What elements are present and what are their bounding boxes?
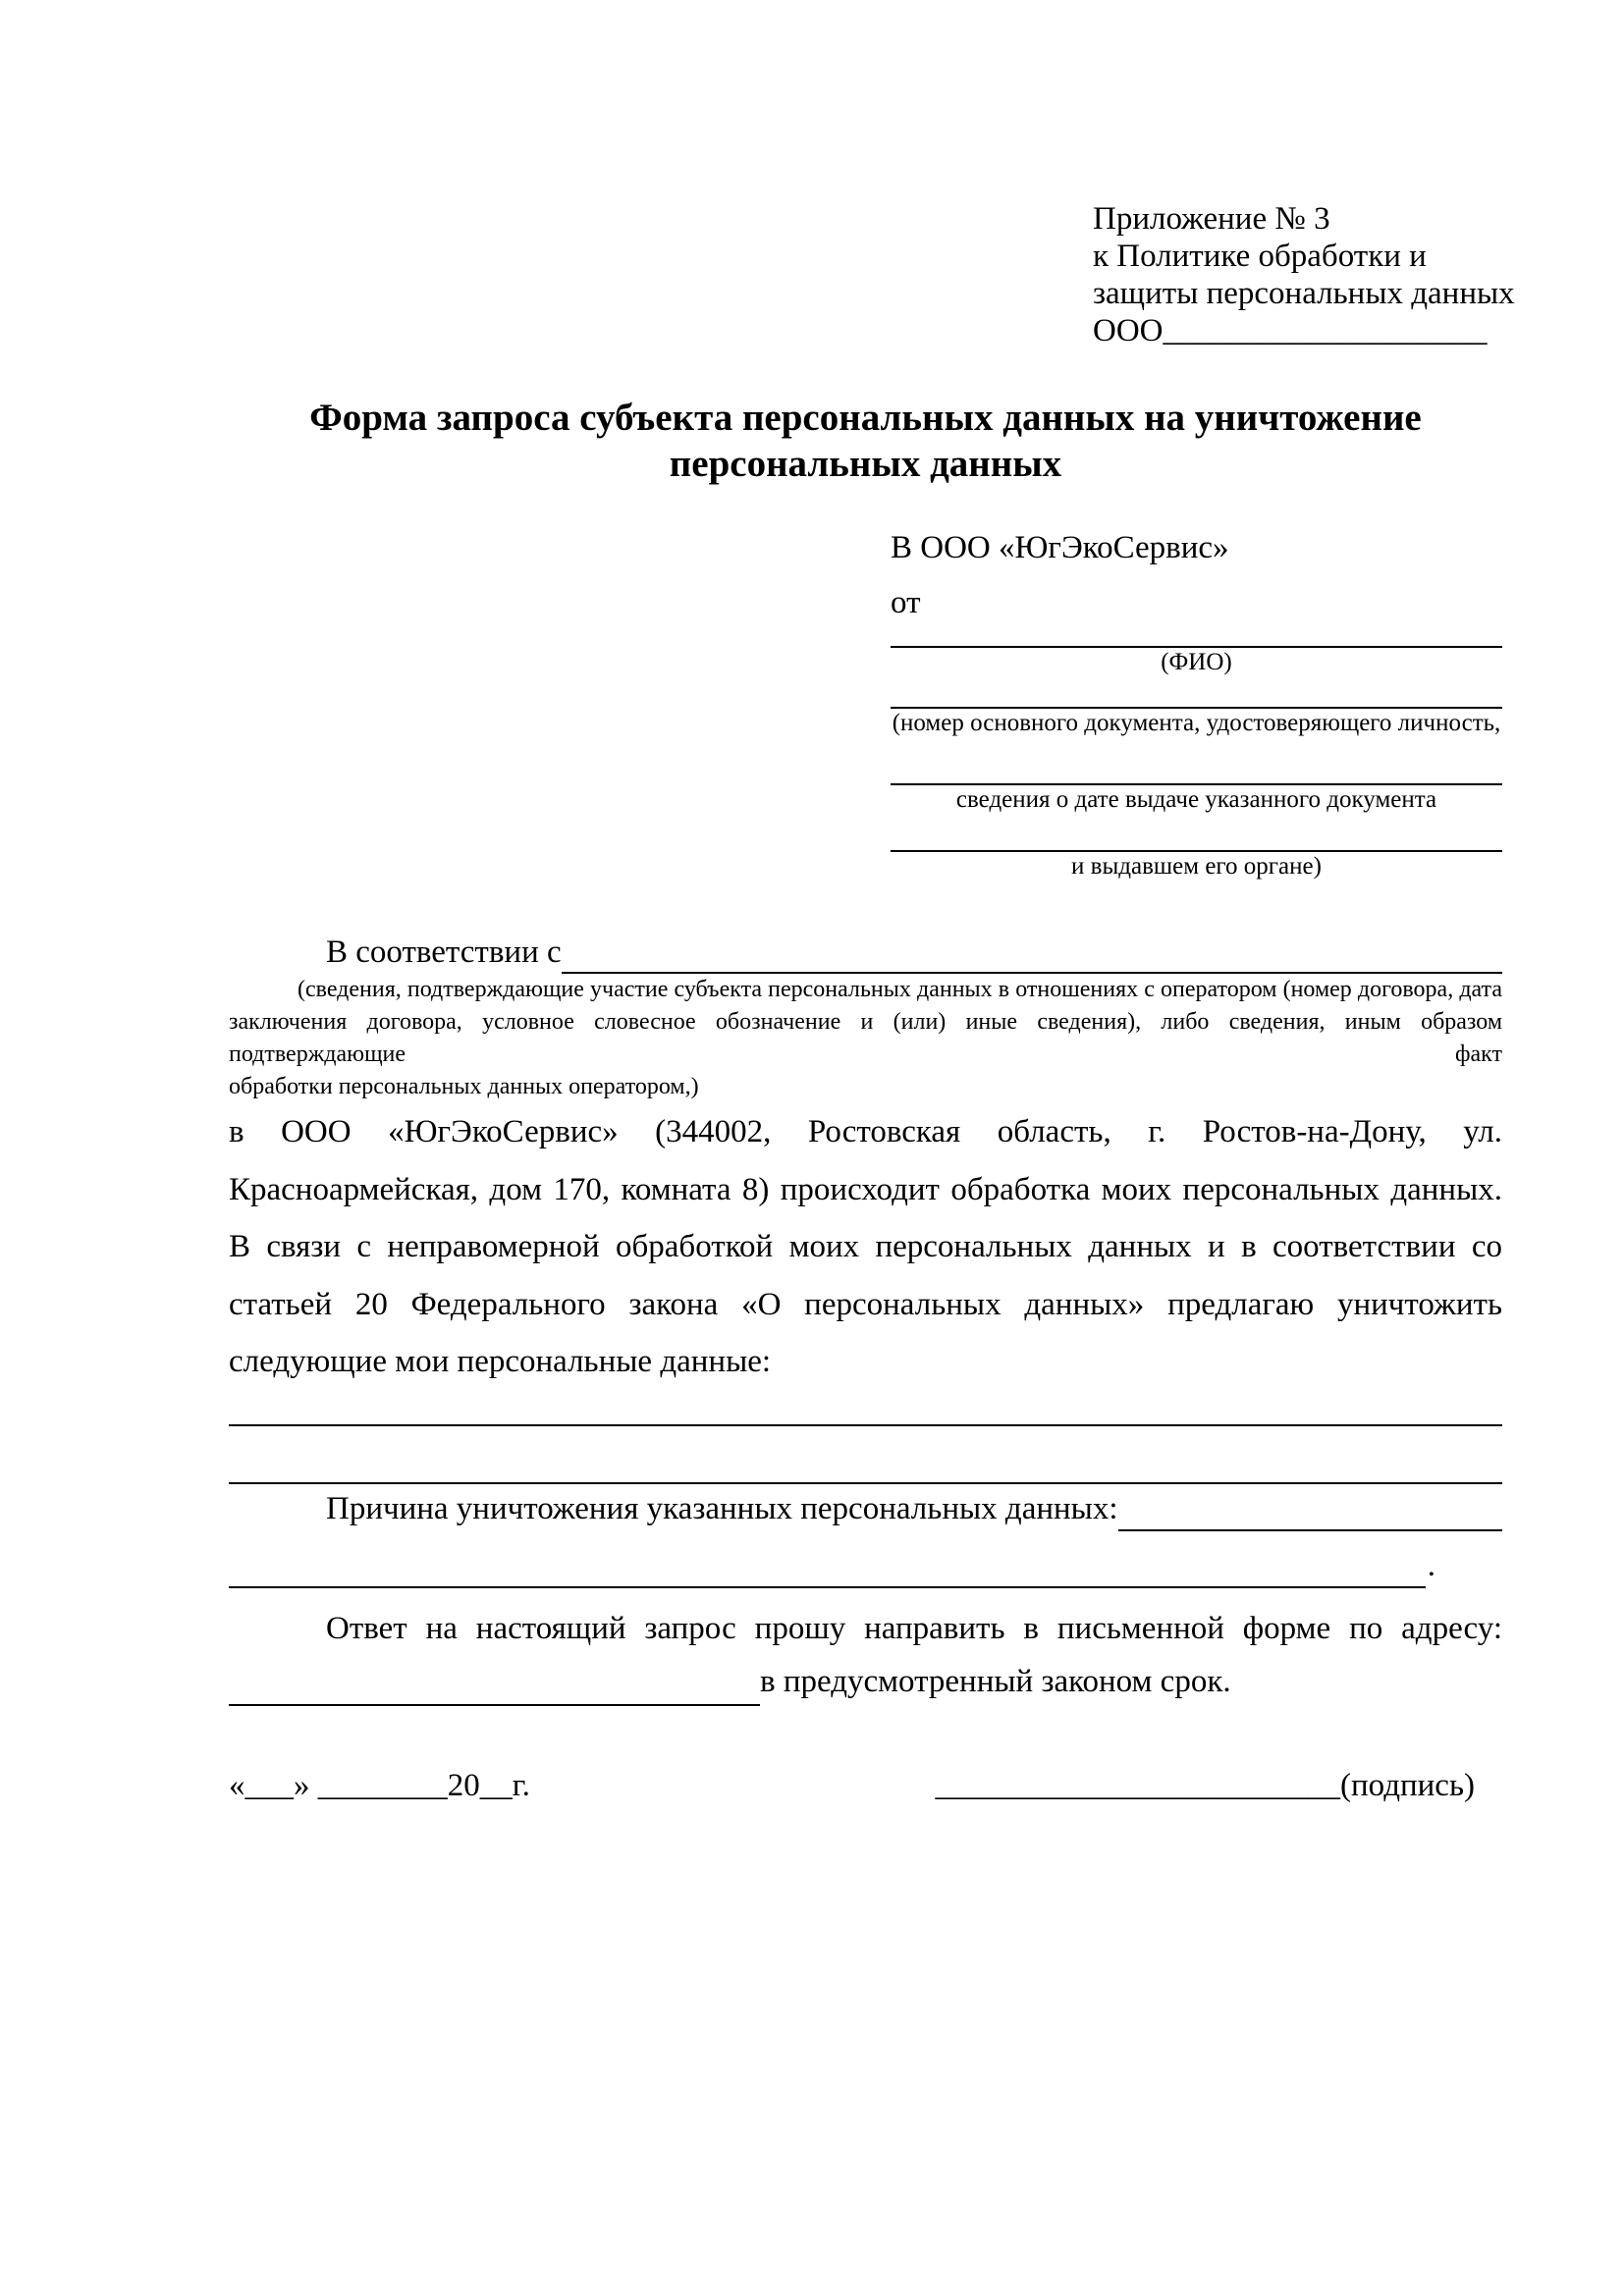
fill-line-issue-date (891, 756, 1502, 785)
note-line-3: обработки персональных данных оператором,) (229, 1074, 699, 1099)
appendix-header (1093, 200, 1515, 349)
main-line-2: Красноармейская, дом 170, комната 8) происходит обработка моих персональных данных. (229, 1171, 1502, 1207)
line-end-period: . (1427, 1547, 1435, 1583)
fill-line-fio (891, 630, 1502, 648)
response-line-1: Ответ на настоящий запрос прошу направить в письменной форме по адресу: (326, 1610, 1502, 1646)
fill-line-document-number (891, 679, 1502, 709)
accordance-note (229, 974, 1502, 1103)
fill-line-reason-2 (229, 1543, 1426, 1588)
addressee-block (891, 520, 1502, 881)
fill-line-address (229, 1657, 760, 1706)
main-paragraph (229, 1103, 1502, 1391)
main-line-1: в ООО «ЮгЭкоСервис» (344002, Ростовская область, г. Ростов-на-Дону, ул. (229, 1114, 1502, 1149)
main-line-5: следующие мои персональные данные: (229, 1344, 772, 1379)
addressee-to: В ООО «ЮгЭкоСервис» (891, 530, 1229, 565)
appendix-line-1: Приложение № 3 (1093, 201, 1330, 237)
fill-line-reason (1118, 1486, 1502, 1531)
caption-issuing-authority: и выдавшем его органе) (1071, 853, 1322, 880)
response-line-2 (229, 1657, 1502, 1706)
appendix-org-line: ООО____________________ (1093, 313, 1488, 348)
fill-line-issuing-authority (891, 823, 1502, 852)
reason-continuation-row (229, 1543, 1435, 1588)
reason-label: Причина уничтожения указанных персональных данных: (326, 1490, 1118, 1526)
date-signature-row (229, 1757, 1502, 1814)
appendix-line-3: защиты персональных данных (1093, 276, 1515, 311)
accordance-label: В соответствии с (326, 934, 562, 970)
fill-line-accordance (562, 931, 1502, 974)
main-line-3: В связи с неправомерной обработкой моих персональных данных и в соответствии со (229, 1229, 1502, 1264)
caption-document-number: (номер основного документа, удостоверяющего личность, (892, 710, 1501, 736)
date-placeholder: «___» ________20__г. (229, 1767, 530, 1803)
main-line-4: статьей 20 Федерального закона «О персональных данных» предлагаю уничтожить (229, 1286, 1502, 1322)
fill-line-data-1 (229, 1391, 1502, 1426)
document-title: Форма запроса субъекта персональных данных на уничтожение персональных данных (309, 397, 1422, 485)
note-line-1: (сведения, подтверждающие участие субъекта персональных данных в отношениях с оператором (номер договора, дата (298, 977, 1502, 1002)
fill-line-data-2 (229, 1426, 1502, 1484)
appendix-line-2: к Политике обработки и (1093, 239, 1427, 274)
accordance-row (229, 931, 1502, 974)
signature-area (936, 1757, 1476, 1814)
addressee-from: от (891, 585, 921, 620)
caption-issue-date: сведения о дате выдаче указанного документа (955, 786, 1437, 813)
note-line-2: заключения договора, условное словесное обозначение и (или) иные сведения), либо сведения, иным образом подтверждающие факт (229, 1009, 1502, 1067)
fill-line-signature: _________________________ (935, 1767, 1340, 1803)
response-line-2-text: в предусмотренный законом срок. (760, 1663, 1231, 1699)
reason-row (229, 1486, 1502, 1531)
signature-caption: (подпись) (1340, 1767, 1475, 1803)
caption-fio: (ФИО) (1161, 649, 1232, 675)
